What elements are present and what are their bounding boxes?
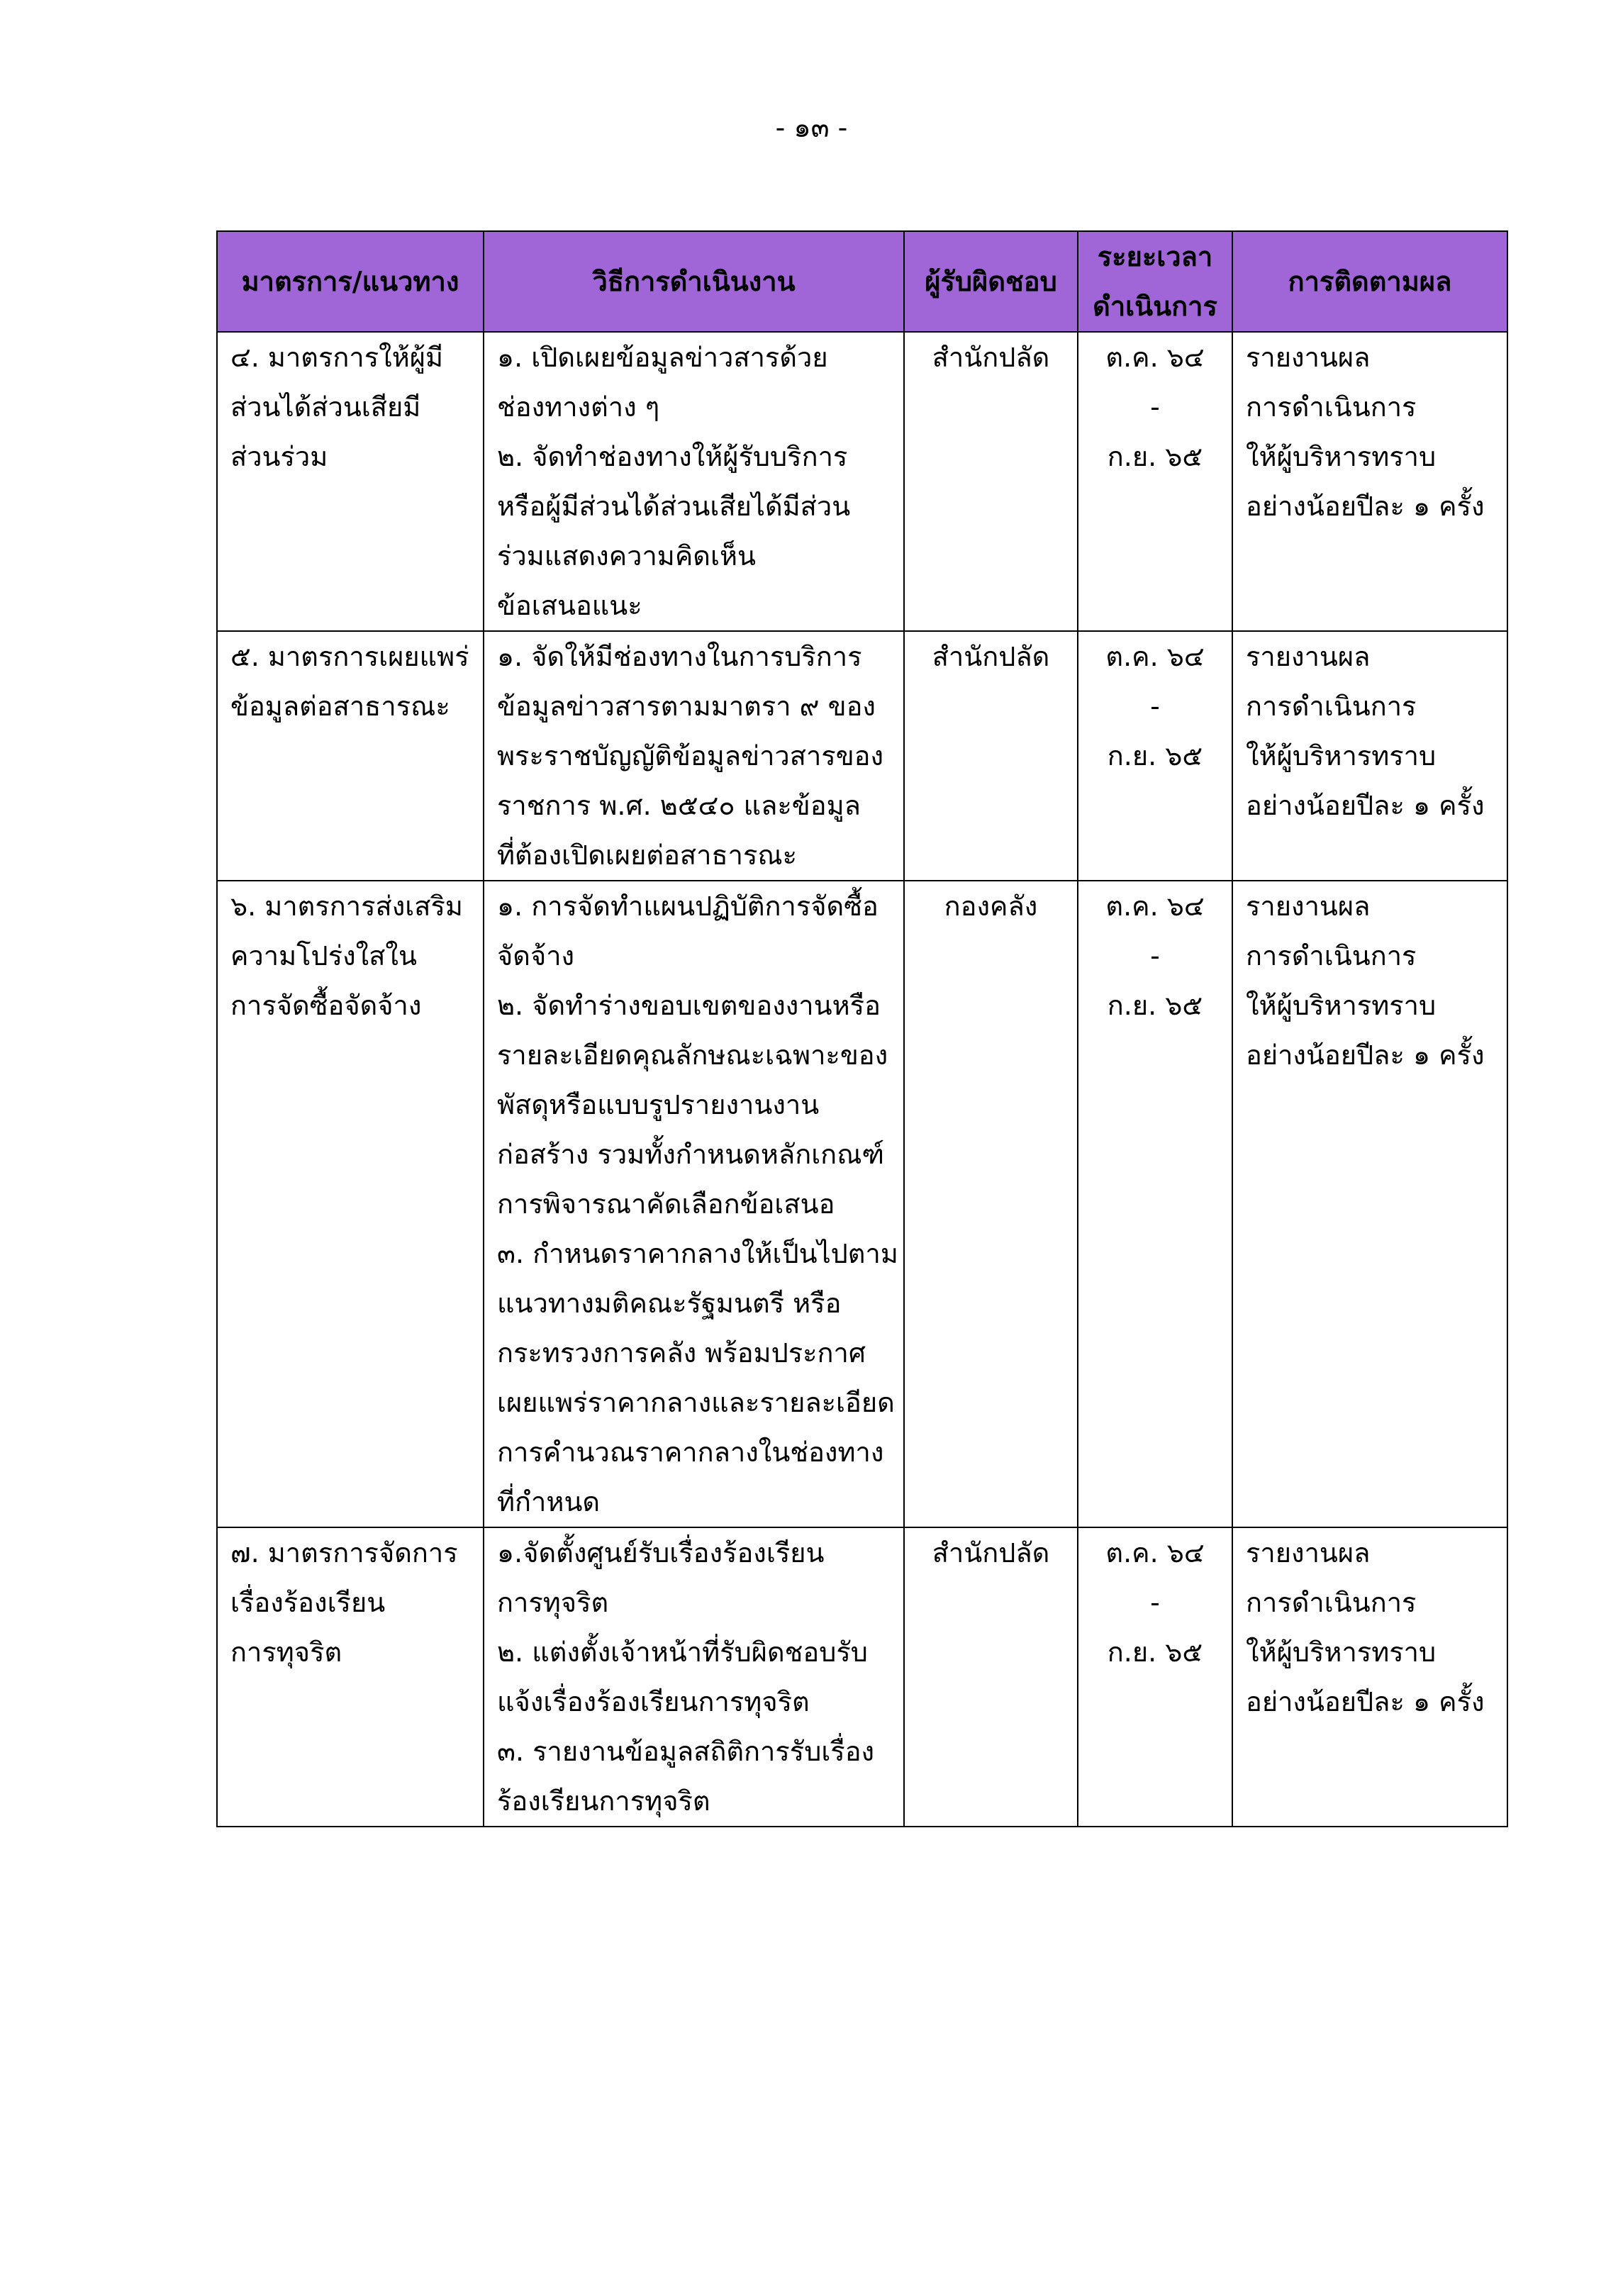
cell-method	[484, 332, 904, 631]
period-line: ก.ย. ๖๕	[1107, 1637, 1203, 1668]
measure-line: ความโปร่งใสใน	[230, 940, 417, 971]
method-line: การทุจริต	[497, 1587, 609, 1618]
followup-line: อย่างน้อยปีละ ๑ ครั้ง	[1246, 1040, 1485, 1071]
method-line: การคำนวณราคากลางในช่องทาง	[497, 1437, 884, 1468]
period-line: -	[1150, 691, 1160, 722]
period-line: -	[1150, 391, 1160, 423]
header-followup: การติดตามผล	[1232, 231, 1507, 332]
method-line: แนวทางมติคณะรัฐมนตรี หรือ	[497, 1288, 842, 1319]
cell-period	[1078, 1527, 1232, 1827]
method-line: รายละเอียดคุณลักษณะเฉพาะของ	[497, 1040, 888, 1071]
period-line: ก.ย. ๖๕	[1107, 441, 1203, 472]
followup-line: อย่างน้อยปีละ ๑ ครั้ง	[1246, 491, 1485, 522]
measure-line: การทุจริต	[230, 1637, 342, 1668]
cell-method	[484, 631, 904, 881]
period-line: -	[1150, 1587, 1160, 1618]
table-body	[217, 332, 1507, 1827]
method-line: ๓. รายงานข้อมูลสถิติการรับเรื่อง	[497, 1736, 875, 1767]
header-period-line: ดำเนินการ	[1093, 291, 1217, 322]
method-line: ๑.จัดตั้งศูนย์รับเรื่องร้องเรียน	[497, 1537, 825, 1568]
method-line: ราชการ พ.ศ. ๒๕๔๐ และข้อมูล	[497, 790, 861, 821]
method-line: หรือผู้มีส่วนได้ส่วนเสียได้มีส่วน	[497, 491, 851, 522]
cell-measure	[217, 332, 484, 631]
method-line: ๒. แต่งตั้งเจ้าหน้าที่รับผิดชอบรับ	[497, 1637, 868, 1668]
followup-line: ให้ผู้บริหารทราบ	[1246, 740, 1437, 771]
measure-line: เรื่องร้องเรียน	[230, 1587, 386, 1618]
measure-line: ๖. มาตรการส่งเสริม	[230, 891, 463, 922]
measure-line: ส่วนได้ส่วนเสียมี	[230, 391, 421, 423]
measure-line: ๔. มาตรการให้ผู้มี	[230, 342, 444, 373]
method-line: กระทรวงการคลัง พร้อมประกาศ	[497, 1337, 866, 1369]
cell-method	[484, 1527, 904, 1827]
header-period-line: ระยะเวลา	[1097, 241, 1213, 272]
cell-measure	[217, 1527, 484, 1827]
header-period	[1078, 231, 1232, 332]
method-line: ร้องเรียนการทุจริต	[497, 1785, 710, 1817]
followup-line: การดำเนินการ	[1246, 940, 1417, 971]
measure-line: ๕. มาตรการเผยแพร่	[230, 641, 469, 672]
measure-line: การจัดซื้อจัดจ้าง	[230, 990, 422, 1021]
followup-line: การดำเนินการ	[1246, 1587, 1417, 1618]
period-line: ต.ค. ๖๔	[1105, 891, 1205, 922]
cell-responsible: สำนักปลัด	[904, 332, 1078, 631]
table-row	[217, 1527, 1507, 1827]
method-line: ๒. จัดทำร่างขอบเขตของงานหรือ	[497, 990, 881, 1021]
method-line: ๓. กำหนดราคากลางให้เป็นไปตาม	[497, 1238, 898, 1269]
followup-line: รายงานผล	[1246, 1537, 1371, 1568]
table-row	[217, 881, 1507, 1527]
header-measure: มาตรการ/แนวทาง	[217, 231, 484, 332]
cell-responsible: สำนักปลัด	[904, 1527, 1078, 1827]
followup-line: รายงานผล	[1246, 891, 1371, 922]
period-line: ก.ย. ๖๕	[1107, 990, 1203, 1021]
followup-line: ให้ผู้บริหารทราบ	[1246, 1637, 1437, 1668]
page-number: - ๑๓ -	[775, 112, 848, 143]
followup-line: การดำเนินการ	[1246, 391, 1417, 423]
method-line: จัดจ้าง	[497, 940, 575, 971]
period-line: ต.ค. ๖๔	[1105, 641, 1205, 672]
followup-line: ให้ผู้บริหารทราบ	[1246, 990, 1437, 1021]
table-row	[217, 631, 1507, 881]
method-line: ๑. เปิดเผยข้อมูลข่าวสารด้วย	[497, 342, 828, 373]
measure-line: ส่วนร่วม	[230, 441, 328, 472]
method-line: ข้อมูลข่าวสารตามมาตรา ๙ ของ	[497, 691, 876, 722]
method-line: ร่วมแสดงความคิดเห็น	[497, 540, 756, 572]
header-method: วิธีการดำเนินงาน	[484, 231, 904, 332]
method-line: ก่อสร้าง รวมทั้งกำหนดหลักเกณฑ์	[497, 1139, 884, 1170]
method-line: ที่กำหนด	[497, 1486, 601, 1517]
followup-line: การดำเนินการ	[1246, 691, 1417, 722]
cell-followup	[1232, 332, 1507, 631]
cell-measure	[217, 631, 484, 881]
method-line: ๑. จัดให้มีช่องทางในการบริการ	[497, 641, 862, 672]
measure-line: ข้อมูลต่อสาธารณะ	[230, 691, 450, 722]
method-line: ๑. การจัดทำแผนปฏิบัติการจัดซื้อ	[497, 891, 879, 922]
cell-measure	[217, 881, 484, 1527]
method-line: ๒. จัดทำช่องทางให้ผู้รับบริการ	[497, 441, 848, 472]
cell-followup	[1232, 881, 1507, 1527]
followup-line: อย่างน้อยปีละ ๑ ครั้ง	[1246, 790, 1485, 821]
method-line: พระราชบัญญัติข้อมูลข่าวสารของ	[497, 740, 884, 771]
method-line: แจ้งเรื่องร้องเรียนการทุจริต	[497, 1686, 810, 1717]
period-line: ก.ย. ๖๕	[1107, 740, 1203, 771]
cell-period	[1078, 881, 1232, 1527]
cell-responsible: สำนักปลัด	[904, 631, 1078, 881]
table-header-row	[217, 231, 1507, 332]
cell-responsible: กองคลัง	[904, 881, 1078, 1527]
method-line: ที่ต้องเปิดเผยต่อสาธารณะ	[497, 840, 798, 871]
period-line: ต.ค. ๖๔	[1105, 1537, 1205, 1568]
cell-method	[484, 881, 904, 1527]
period-line: ต.ค. ๖๔	[1105, 342, 1205, 373]
method-line: การพิจารณาคัดเลือกข้อเสนอ	[497, 1188, 835, 1220]
followup-line: อย่างน้อยปีละ ๑ ครั้ง	[1246, 1686, 1485, 1717]
cell-period	[1078, 631, 1232, 881]
cell-period	[1078, 332, 1232, 631]
followup-line: รายงานผล	[1246, 641, 1371, 672]
measures-table	[216, 230, 1508, 1827]
followup-line: ให้ผู้บริหารทราบ	[1246, 441, 1437, 472]
method-line: ช่องทางต่าง ๆ	[497, 391, 660, 423]
followup-line: รายงานผล	[1246, 342, 1371, 373]
method-line: พัสดุหรือแบบรูปรายงานงาน	[497, 1089, 820, 1120]
method-line: เผยแพร่ราคากลางและรายละเอียด	[497, 1387, 895, 1418]
period-line: -	[1150, 940, 1160, 971]
table-row	[217, 332, 1507, 631]
method-line: ข้อเสนอแนะ	[497, 590, 642, 621]
cell-followup	[1232, 1527, 1507, 1827]
cell-followup	[1232, 631, 1507, 881]
header-responsible: ผู้รับผิดชอบ	[904, 231, 1078, 332]
measure-line: ๗. มาตรการจัดการ	[230, 1537, 458, 1568]
